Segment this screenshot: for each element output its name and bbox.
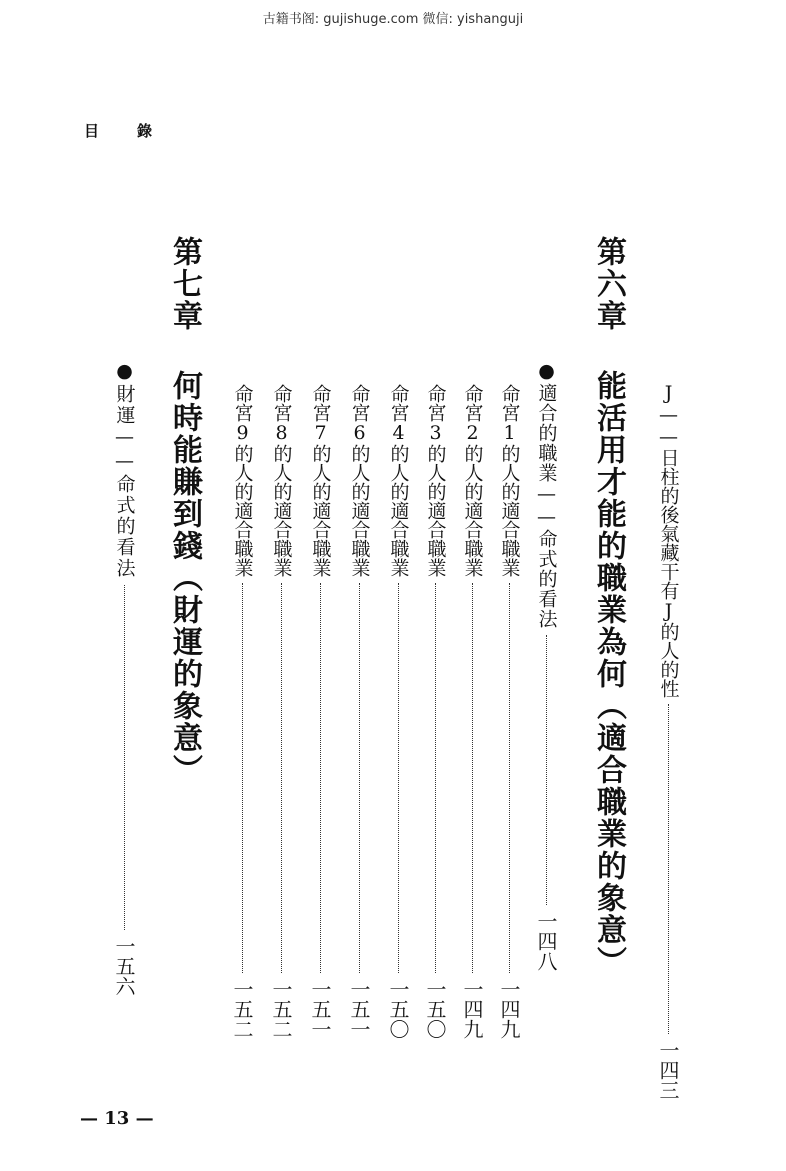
chapter-title: 能活用才能的職業為何︵適合職業的象意︶ [591, 370, 626, 978]
leader-dots [359, 583, 360, 973]
toc-entry-6-2 [455, 384, 489, 1039]
toc-entry-title: J——日柱的後氣藏干有J的人的性 [657, 382, 680, 698]
leader-dots [320, 583, 321, 973]
toc-entry-title: 命宮6的人的適合職業 [348, 384, 371, 577]
toc-page-number: 一四八 [534, 911, 558, 971]
leader-dots [242, 583, 243, 973]
toc-entry-6-7 [303, 384, 337, 1039]
page-header: 目錄 [84, 122, 191, 140]
leader-dots [546, 635, 547, 905]
toc-entry-6-8 [264, 384, 298, 1039]
toc-page-number: 一五一 [308, 979, 332, 1039]
toc-page-number: 一四九 [460, 979, 484, 1039]
toc-page-number: 一五二 [269, 979, 293, 1039]
toc-page-number: 一五〇 [423, 979, 447, 1039]
leader-dots [435, 583, 436, 973]
toc-entry-title: ●適合的職業——命式的看法 [535, 360, 558, 629]
toc-entry-title: 命宮8的人的適合職業 [270, 384, 293, 577]
chapter-6-heading [585, 236, 631, 978]
chapter-7-heading [161, 236, 207, 786]
toc-page-number: 一五〇 [386, 979, 410, 1039]
toc-page-number: 一五六 [112, 936, 136, 996]
toc-entry-title: 命宮3的人的適合職業 [424, 384, 447, 577]
toc-entry-title: 命宮9的人的適合職業 [231, 384, 254, 577]
toc-page-number: 一四九 [497, 979, 521, 1039]
chapter-title: 何時能賺到錢︵財運的象意︶ [167, 370, 202, 786]
toc-entry-title: 命宮2的人的適合職業 [461, 384, 484, 577]
toc-entry-title: 命宮7的人的適合職業 [309, 384, 332, 577]
page-number-footer: — 13 — [80, 1108, 154, 1129]
toc-entry-6-4 [381, 384, 415, 1039]
leader-dots [398, 583, 399, 973]
leader-dots [472, 583, 473, 973]
chapter-label: 第六章 [591, 236, 626, 332]
leader-dots [509, 583, 510, 973]
toc-page-number: 一五二 [230, 979, 254, 1039]
toc-page-number: 一四三 [656, 1040, 680, 1100]
toc-entry-title: ●財運——命式的看法 [113, 360, 136, 579]
toc-entry-6-6 [342, 384, 376, 1039]
toc-entry-7-a [106, 360, 142, 996]
watermark: 古籍书阁: gujishuge.com 微信: yishanguji [262, 12, 524, 27]
toc-entry-title: 命宮1的人的適合職業 [498, 384, 521, 577]
toc-entry-6-1 [492, 384, 526, 1039]
toc-entry-6-9 [225, 384, 259, 1039]
toc-page-number: 一五一 [347, 979, 371, 1039]
leader-dots [281, 583, 282, 973]
leader-dots [124, 585, 125, 930]
toc-entry-6-3 [418, 384, 452, 1039]
toc-entry-j [650, 382, 686, 1100]
toc-entry-6-a [528, 360, 564, 971]
chapter-label: 第七章 [167, 236, 202, 332]
leader-dots [668, 704, 669, 1034]
toc-entry-title: 命宮4的人的適合職業 [387, 384, 410, 577]
